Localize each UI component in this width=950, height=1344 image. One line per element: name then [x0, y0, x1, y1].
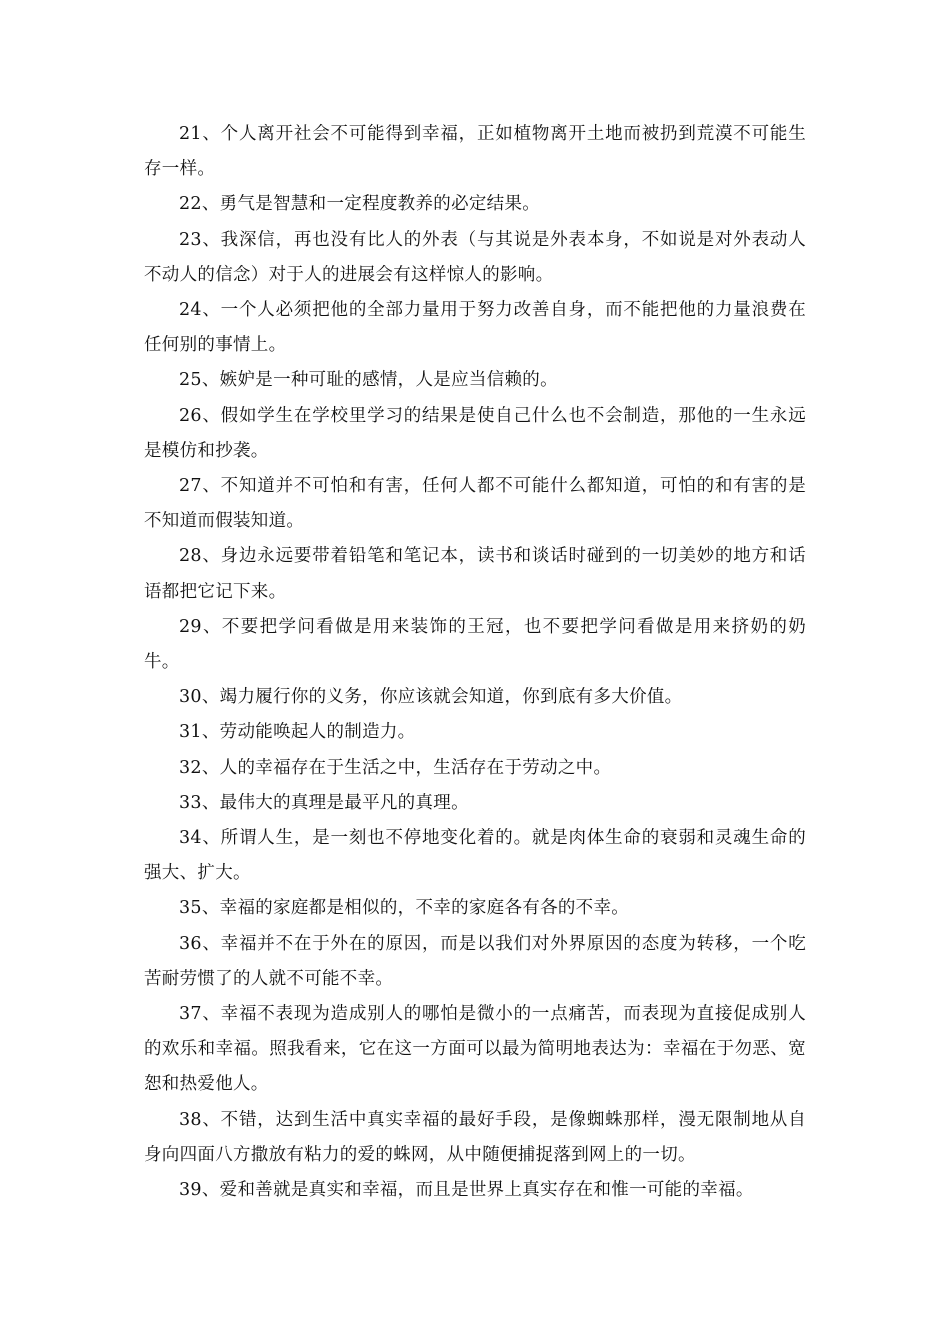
quote-28: 28、身边永远要带着铅笔和笔记本，读书和谈话时碰到的一切美妙的地方和话语都把它记下来。: [144, 546, 806, 602]
quote-24: 24、一个人必须把他的全部力量用于努力改善自身，而不能把他的力量浪费在任何别的事情上。: [144, 300, 806, 356]
quote-30: 30、竭力履行你的义务，你应该就会知道，你到底有多大价值。: [179, 687, 683, 708]
quote-31: 31、劳动能唤起人的制造力。: [179, 722, 416, 743]
document-body: [144, 117, 806, 1208]
quote-33: 33、最伟大的真理是最平凡的真理。: [179, 792, 469, 813]
quote-36: 36、幸福并不在于外在的原因，而是以我们对外界原因的态度为转移，一个吃苦耐劳惯了的人就不可能不幸。: [144, 933, 806, 989]
quote-39: 39、爱和善就是真实和幸福，而且是世界上真实存在和惟一可能的幸福。: [179, 1180, 754, 1201]
quote-32: 32、人的幸福存在于生活之中，生活存在于劳动之中。: [179, 757, 612, 778]
quote-35: 35、幸福的家庭都是相似的，不幸的家庭各有各的不幸。: [179, 898, 630, 919]
quote-37: 37、幸福不表现为造成别人的哪怕是微小的一点痛苦，而表现为直接促成别人的欢乐和幸福。照我看来，它在这一方面可以最为简明地表达为：幸福在于勿恶、宽恕和热爱他人。: [144, 1004, 806, 1095]
quote-29: 29、不要把学问看做是用来装饰的王冠，也不要把学问看做是用来挤奶的奶牛。: [144, 616, 806, 673]
quote-27: 27、不知道并不可怕和有害，任何人都不可能什么都知道，可怕的和有害的是不知道而假装知道。: [144, 476, 806, 532]
quote-21: 21、个人离开社会不可能得到幸福，正如植物离开土地而被扔到荒漠不可能生存一样。: [144, 124, 806, 180]
quote-23: 23、我深信，再也没有比人的外表（与其说是外表本身，不如说是对外表动人不动人的信念）对于人的进展会有这样惊人的影响。: [144, 229, 806, 285]
quote-38: 38、不错，达到生活中真实幸福的最好手段，是像蜘蛛那样，漫无限制地从自身向四面八方撒放有粘力的爱的蛛网，从中随便捕捉落到网上的一切。: [144, 1109, 806, 1165]
quote-34: 34、所谓人生，是一刻也不停地变化着的。就是肉体生命的衰弱和灵魂生命的强大、扩大。: [144, 828, 806, 884]
quote-22: 22、勇气是智慧和一定程度教养的必定结果。: [179, 194, 541, 215]
quote-26: 26、假如学生在学校里学习的结果是使自己什么也不会制造，那他的一生永远是模仿和抄袭。: [144, 405, 806, 461]
quote-25: 25、嫉妒是一种可耻的感情，人是应当信赖的。: [179, 370, 558, 391]
